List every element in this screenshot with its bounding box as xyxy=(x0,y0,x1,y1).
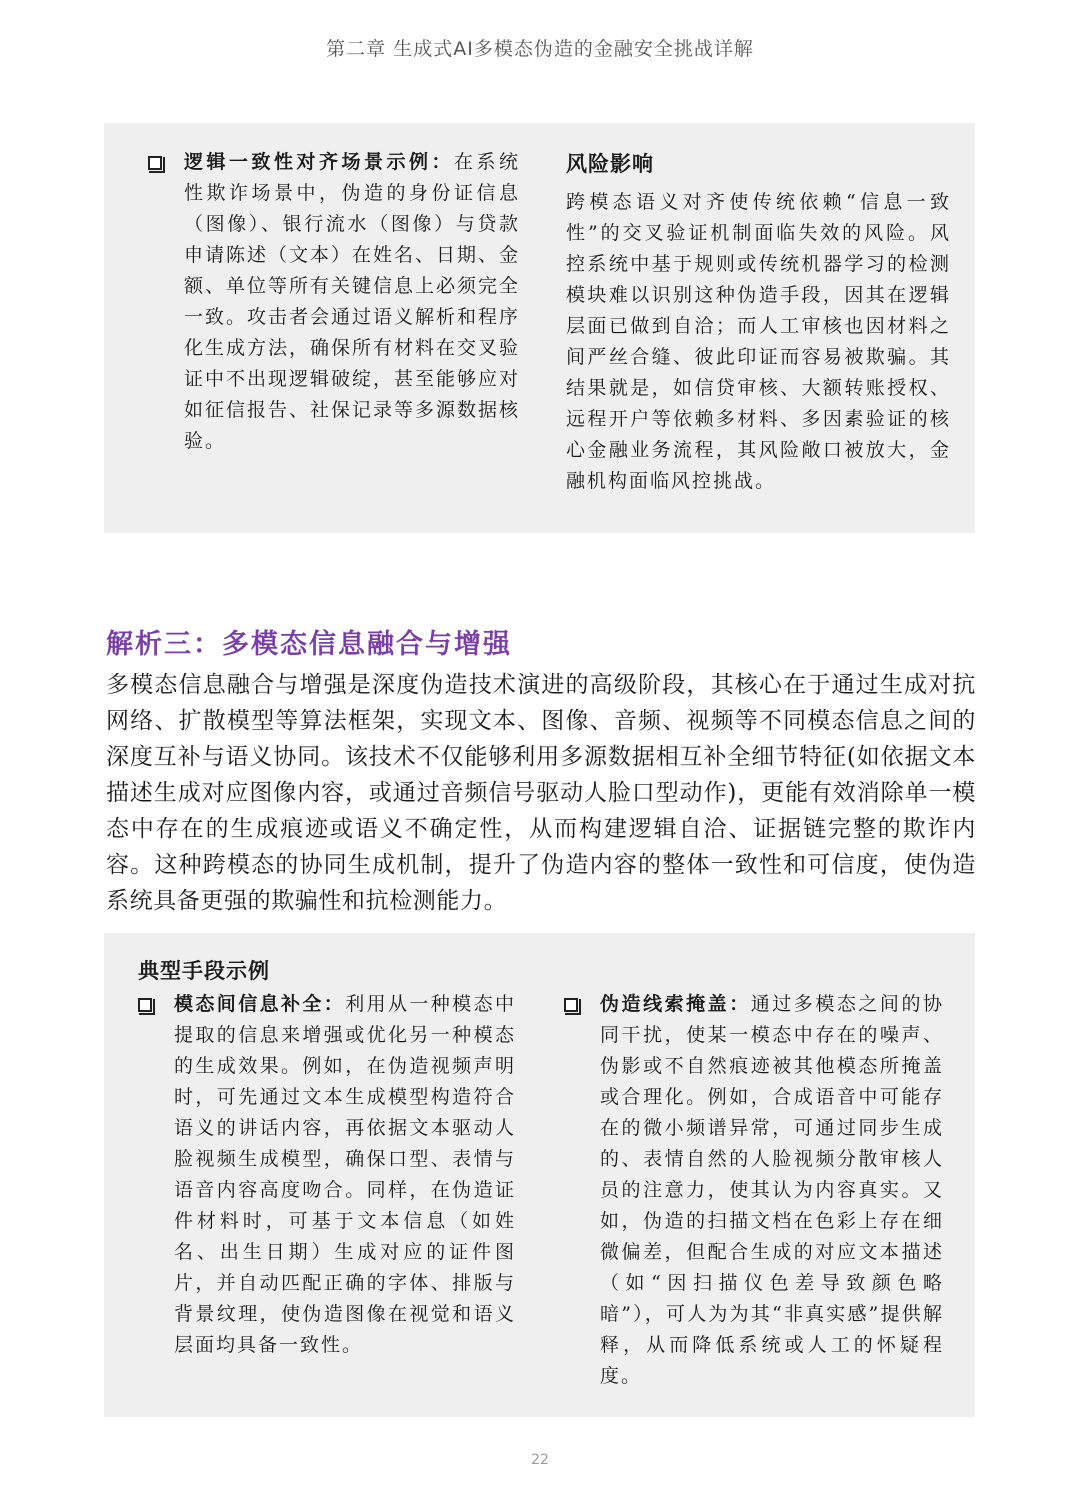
checkbox-bullet-icon xyxy=(564,998,578,1012)
consistency-example-column xyxy=(148,147,520,457)
section-paragraph: 多模态信息融合与增强是深度伪造技术演进的高级阶段，其核心在于通过生成对抗网络、扩散模型等算法框架，实现文本、图像、音频、视频等不同模态信息之间的深度互补与语义协同。该技术不仅能够利用多源数据相互补全细节特征(如依据文本描述生成对应图像内容，或通过音频信号驱动人脸口型动作)，更能有效消除单一模态中存在的生成痕迹或语义不确定性，从而构建逻辑自洽、证据链完整的欺诈内容。这种跨模态的协同生成机制，提升了伪造内容的整体一致性和可信度，使伪造系统具备更强的欺骗性和抗检测能力。 xyxy=(106,672,976,914)
checkbox-bullet-icon xyxy=(138,998,152,1012)
bullet-item xyxy=(564,989,944,1392)
risk-impact-column xyxy=(566,147,951,497)
bullet-body: 利用从一种模态中提取的信息来增强或优化另一种模态的生成效果。例如，在伪造视频声明时，可先通过文本生成模型构造符合语义的讲话内容，再依据文本驱动人脸视频生成模型，确保口型、表情与语音内容高度吻合。同样，在伪造证件材料时，可基于文本信息（如姓名、出生日期）生成对应的证件图片，并自动匹配正确的字体、排版与背景纹理，使伪造图像在视觉和语义层面均具备一致性。 xyxy=(174,993,516,1356)
bullet-title: 伪造线索掩盖： xyxy=(600,993,751,1015)
risk-impact-text: 跨模态语义对齐使传统依赖“信息一致性”的交叉验证机制面临失效的风险。风控系统中基于规则或传统机器学习的检测模块难以识别这种伪造手段，因其在逻辑层面已做到自洽；而人工审核也因材料之间严丝合缝、彼此印证而容易被欺骗。其结果就是，如信贷审核、大额转账授权、远程开户等依赖多材料、多因素验证的核心金融业务流程，其风险敞口被放大，金融机构面临风控挑战。 xyxy=(566,191,951,492)
bullet-text xyxy=(174,989,516,1361)
bullet-text xyxy=(184,147,520,457)
bullet-item xyxy=(148,147,520,457)
clue-masking-column xyxy=(564,989,944,1392)
bullet-title: 逻辑一致性对齐场景示例： xyxy=(184,151,454,173)
risk-impact-title: 风险影响 xyxy=(566,151,654,176)
checkbox-bullet-icon xyxy=(148,156,162,170)
bullet-title: 模态间信息补全： xyxy=(174,993,346,1015)
bullet-body: 在系统性欺诈场景中，伪造的身份证信息（图像）、银行流水（图像）与贷款申请陈述（文本）在姓名、日期、金额、单位等所有关键信息上必须完全一致。攻击者会通过语义解析和程序化生成方法，确保所有材料在交叉验证中不出现逻辑破绽，甚至能够应对如征信报告、社保记录等多源数据核验。 xyxy=(184,151,521,452)
modal-completion-column xyxy=(138,989,516,1361)
section-heading: 解析三：多模态信息融合与增强 xyxy=(106,629,512,660)
running-header: 第二章 生成式AI多模态伪造的金融安全挑战详解 xyxy=(326,38,754,60)
bullet-text xyxy=(600,989,944,1392)
example-box-consistency xyxy=(104,123,975,533)
bullet-body: 通过多模态之间的协同干扰，使某一模态中存在的噪声、伪影或不自然痕迹被其他模态所掩盖或合理化。例如，合成语音中可能存在的微小频谱异常，可通过同步生成的、表情自然的人脸视频分散审核人员的注意力，使其认为内容真实。又如，伪造的扫描文档在色彩上存在细微偏差，但配合生成的对应文本描述（如“因扫描仪色差导致颜色略暗”），可人为为其“非真实感”提供解释，从而降低系统或人工的怀疑程度。 xyxy=(600,993,944,1387)
bullet-item xyxy=(138,989,516,1361)
example-box-typical-methods xyxy=(104,933,975,1417)
page-number: 22 xyxy=(531,1452,549,1468)
typical-methods-title: 典型手段示例 xyxy=(138,958,270,983)
